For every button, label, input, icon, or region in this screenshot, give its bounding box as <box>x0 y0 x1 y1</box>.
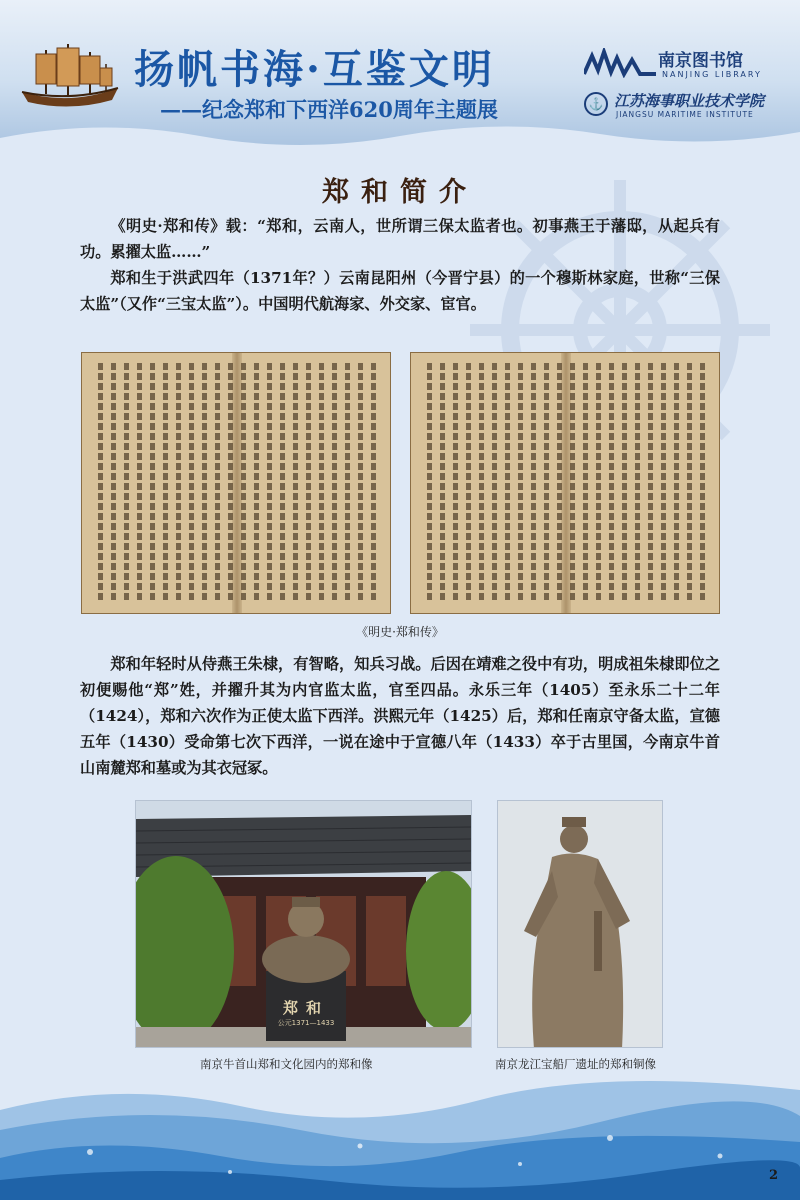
footer-waves-decoration <box>0 1060 800 1200</box>
anchor-emblem-icon: ⚓ <box>584 92 608 116</box>
intro-paragraph-quote: 《明史·郑和传》载：“郑和，云南人，世所谓三保太监者也。初事燕王于藩邸，从起兵有功。累擢太监……” <box>80 217 720 261</box>
treasure-ship-icon <box>16 42 124 114</box>
book-caption: 《明史·郑和传》 <box>356 625 444 639</box>
bronze-statue-illustration <box>498 801 663 1048</box>
ming-history-book-page-right <box>410 352 720 614</box>
school-name-en: JIANGSU MARITIME INSTITUTE <box>616 110 754 119</box>
library-wave-mark-icon <box>584 48 656 78</box>
school-name-cn: 江苏海事职业技术学院 <box>614 92 765 110</box>
exhibition-title: 扬帆书海·互鉴文明 <box>134 46 495 93</box>
garden-photo-caption: 南京牛首山郑和文化园内的郑和像 <box>200 1057 373 1071</box>
plaque-years: 公元1371—1433 <box>277 1019 335 1027</box>
jiangsu-maritime-logo <box>584 90 794 124</box>
ming-history-book-page-left <box>81 352 391 614</box>
section-title: 郑和简介 <box>322 177 478 208</box>
intro-paragraph-birth: 郑和生于洪武四年（1371年？）云南昆阳州（今晋宁县）的一个穆斯林家庭，世称“三保太监”（又作“三宝太监”）。中国明代航海家、外交家、宦官。 <box>80 269 720 313</box>
header-banner <box>0 0 800 150</box>
library-name-cn: 南京图书馆 <box>658 51 743 71</box>
zhenghe-bust-garden-photo <box>135 800 472 1048</box>
page-number: 2 <box>768 1168 778 1183</box>
book-fold <box>561 353 571 613</box>
exhibition-subtitle: ——纪念郑和下西洋620周年主题展 <box>160 97 498 122</box>
library-name-en: NANJING LIBRARY <box>662 70 762 79</box>
biography-paragraph: 郑和年轻时从侍燕王朱棣，有智略，知兵习战。后因在靖难之役中有功，明成祖朱棣即位之初便赐他“郑”姓，并擢升其为内官监太监，官至四品。永乐三年（1405）至永乐二十二年（1424），郑和六次作为正使太监下西洋。洪熙元年（1425）后，郑和任南京守备太监，宣德五年（1430）受命第七次下西洋，一说在途中于宣德八年（1433）卒于古里国，今南京牛首山南麓郑和墓或为其衣冠冢。 <box>80 655 720 777</box>
statue-photo-caption: 南京龙江宝船厂遗址的郑和铜像 <box>495 1057 656 1071</box>
plaque-name: 郑和 <box>282 999 329 1017</box>
book-fold <box>232 353 242 613</box>
zhenghe-bronze-statue-photo <box>497 800 663 1048</box>
bust-plaque <box>268 997 344 1028</box>
nanjing-library-logo <box>584 46 784 86</box>
